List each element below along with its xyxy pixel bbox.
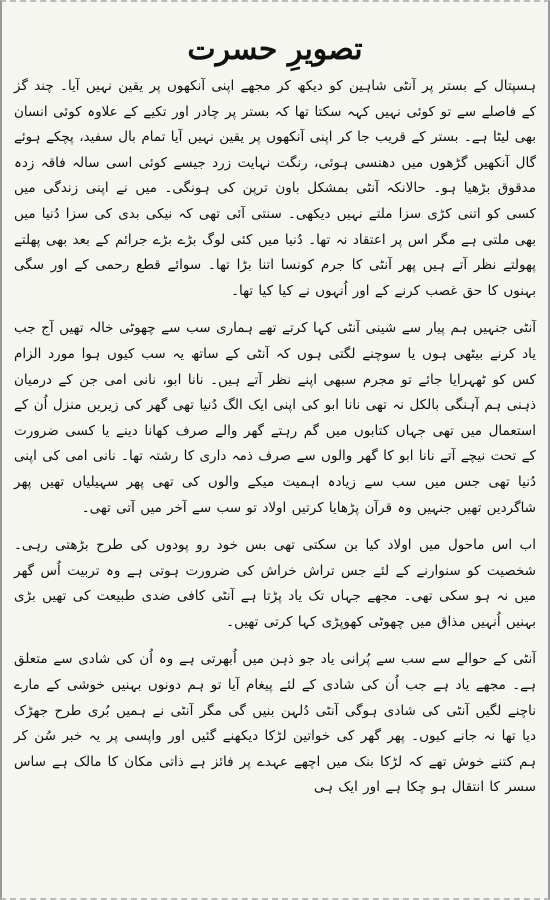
- article-title: تصویرِ حسرت: [187, 32, 363, 67]
- paragraph-4: آنٹی کے حوالے سے سب سے پُرانی یاد جو ذہن میں اُبھرتی ہے وہ اُن کی شادی سے متعلق ہے۔ مجھے یاد ہے جب اُن کی شادی کے لئے پیغام آیا تو ہم دونوں بہنیں خوشی کے مارے ناچنے لگیں آنٹی کی شادی ہوگی آنٹی دُلہن بنیں گی مگر آنٹی نے ہمیں بُری طرح جھڑک دیا تھا نہ جانے کیوں۔ پھر گھر کی خواتین لڑکا دیکھنے گئیں اور واپسی پر یہ خبر سُن کر ہم کتنے خوش تھے کہ لڑکا بنک میں اچھے عہدے پر فائز ہے ذاتی مکان کا مالک ہے ساس سسر کا انتقال ہو چکا ہے اور ایک ہی: [14, 651, 536, 796]
- paragraph-1: ہسپتال کے بستر پر آنٹی شاہین کو دیکھ کر مجھے اپنی آنکھوں پر یقین نہیں آیا۔ چند گز کے فاصلے سے تو کوئی نہیں کہہ سکتا تھا کہ بستر پر چادر اور تکیے کے علاوہ کوئی انسان بھی لیٹا ہے۔ بستر کے قریب جا کر اپنی آنکھوں پر یقین نہیں آیا تمام بال سفید، پچکے ہوئے گال آنکھیں گڑھوں میں دھنسی ہوئی، رنگت نہایت زرد جیسے کوئی اسی سالہ فاقہ زدہ مدقوق بڑھیا ہو۔ حالانکہ آنٹی بمشکل باون ترپن کی ہونگی۔ میں نے اپنی زندگی میں کسی کو اتنی کڑی سزا ملتے نہیں دیکھی۔ سنتی آئی تھی کہ نیکی بدی کی سزا دُنیا میں بھی ملتی ہے مگر اس پر اعتقاد نہ تھا۔ دُنیا میں کئی لوگ بڑے بڑے جرائم کے بعد بھی پھلتے پھولتے نظر آتے ہیں پھر آنٹی کا جرم کونسا اتنا بڑا تھا۔ سوائے قطع رحمی کے اور سگی بہنوں کا حق غصب کرنے کے اور اُنہوں نے کیا کیا تھا۔: [14, 78, 536, 299]
- paragraph-3: اب اس ماحول میں اولاد کیا بن سکتی تھی بس خود رو پودوں کی طرح بڑھتی رہی۔ شخصیت کو سنوارنے کے لئے جس تراش خراش کی ضرورت ہوتی ہے وہ تربیت اُس گھر میں نہ ہو سکی تھی۔ مجھے جہاں تک یاد پڑتا ہے آنٹی کافی ضدی طبیعت کی تھیں بڑی بہنیں اُنہیں مذاق میں چھوٹی کھوپڑی کہا کرتی تھیں۔: [14, 537, 536, 630]
- article-body: [14, 74, 536, 801]
- paragraph-2: آنٹی جنہیں ہم پیار سے شینی آنٹی کہا کرتے تھے ہماری سب سے چھوٹی خالہ تھیں آج جب یاد کرنے بیٹھی ہوں یا سوچنے لگتی ہوں کہ آنٹی کے ساتھ یہ سب کیوں ہوا مورد الزام کس کو ٹھہرایا جائے تو مجرم سبھی اپنے نظر آتے ہیں۔ نانا ابو، نانی امی جن کے درمیان ذہنی ہم آہنگی بالکل نہ تھی نانا ابو کی اپنی ایک الگ دُنیا تھی گھر کی زیریں منزل اُن کے استعمال میں تھی جہاں کتابوں میں گم رہتے گھر والے صرف کھانا دینے یا کسی ضرورت کے تحت نیچے آتے نانا ابو کا گھر والوں سے صرف ذمہ داری کا رشتہ تھا۔ نانی امی کی اپنی دُنیا تھی جس میں سب سے زیادہ اہمیت میکے والوں کی تھی پھر سہیلیاں تھیں پھر شاگردیں تھیں جنہیں وہ قرآن پڑھایا کرتیں اولاد تو سب سے آخر میں آتی تھی۔: [14, 320, 536, 516]
